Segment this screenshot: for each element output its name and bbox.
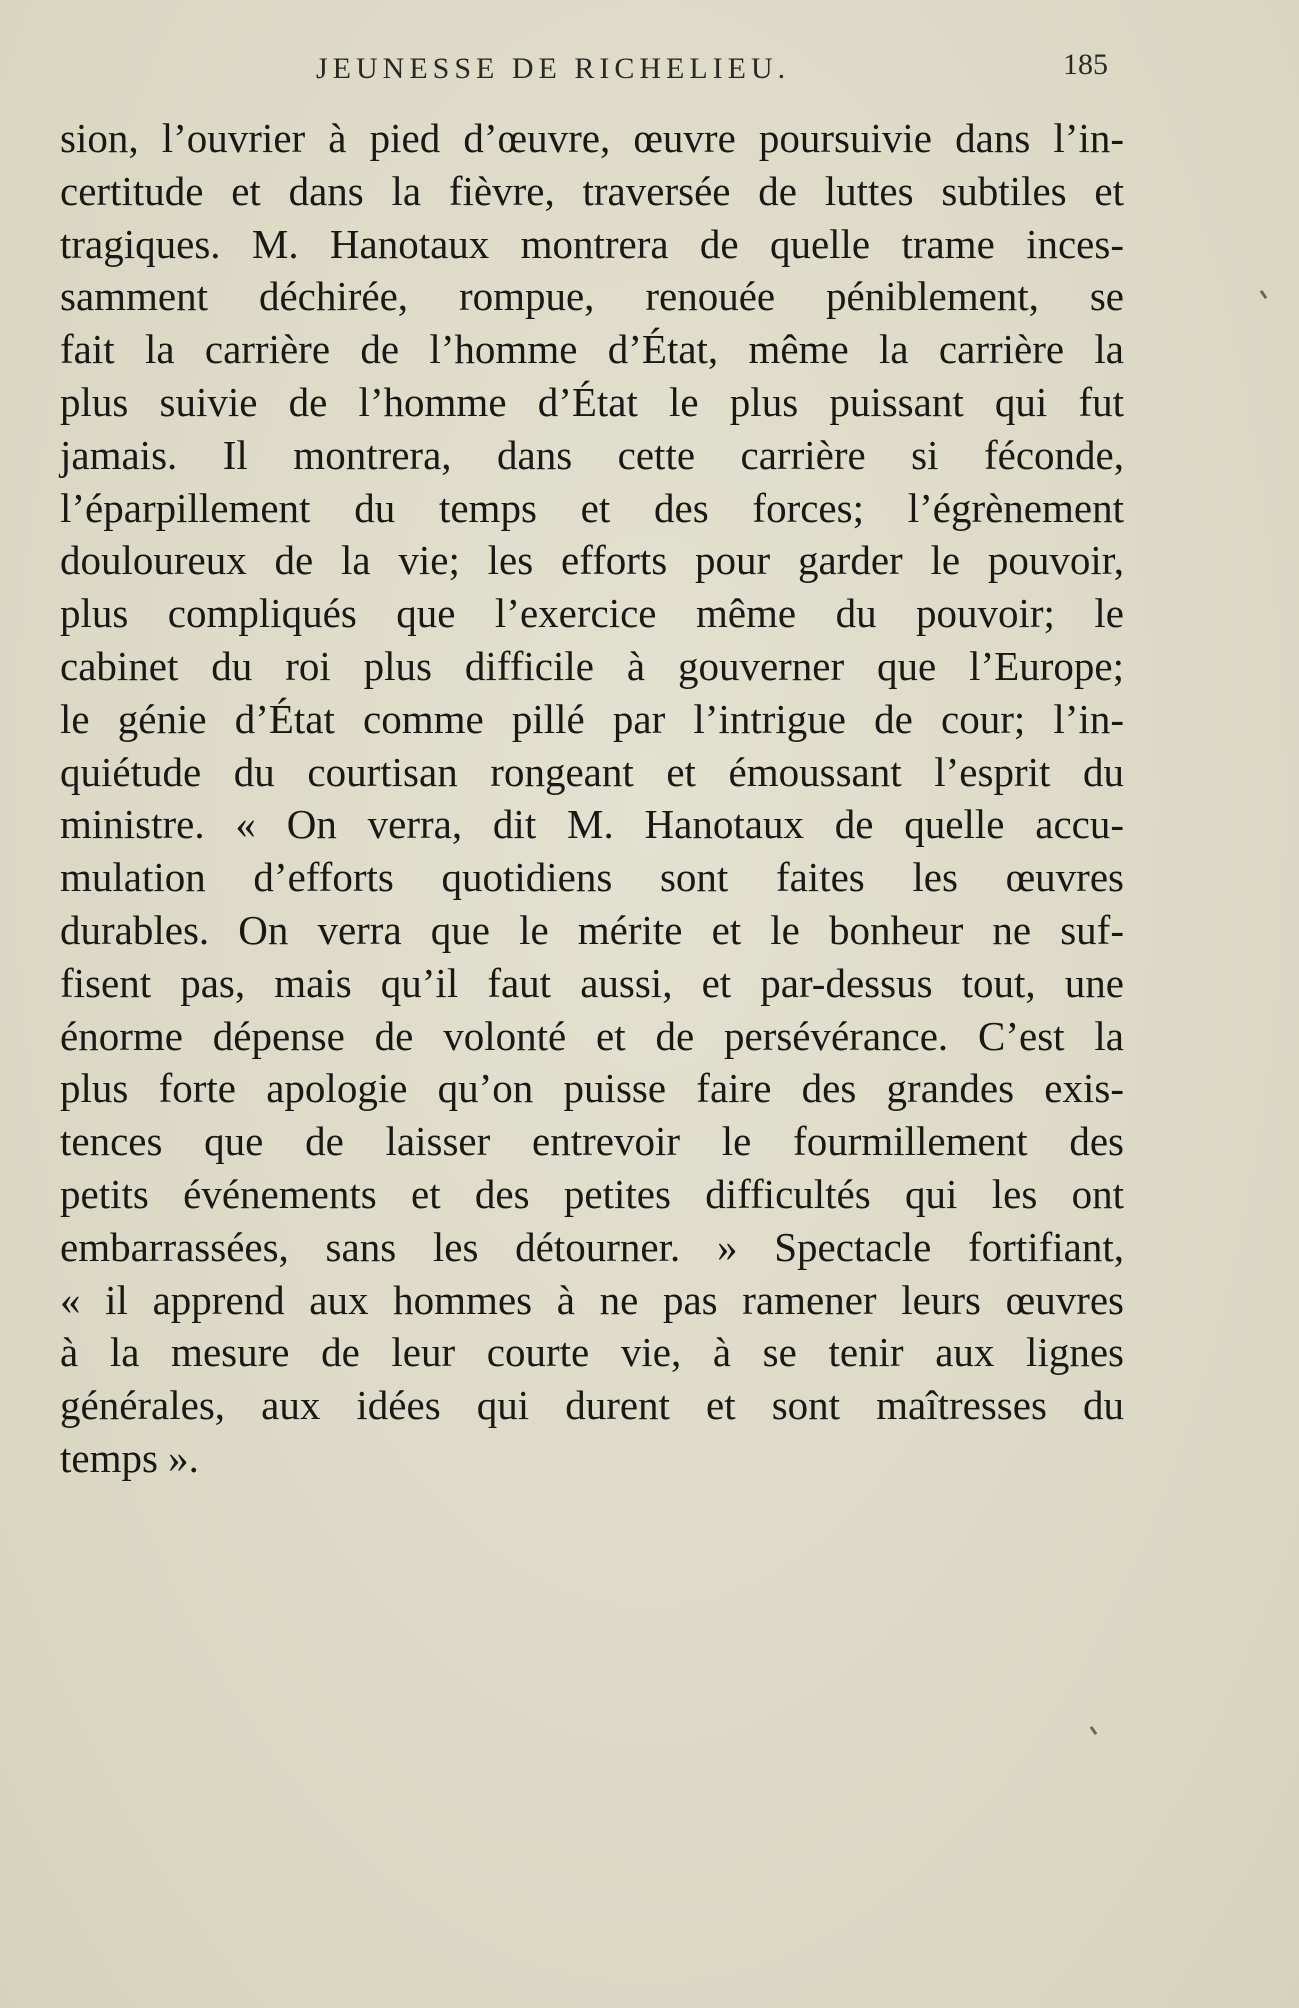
page-number: 185 [1063, 48, 1108, 81]
text-line: générales, aux idées qui durent et sont maîtresses du [60, 1382, 1124, 1429]
text-line: l’éparpillement du temps et des forces; l’égrènement [60, 484, 1124, 531]
text-line: jamais. Il montrera, dans cette carrière si féconde, [60, 431, 1124, 478]
text-line: durables. On verra que le mérite et le bonheur ne suf- [60, 906, 1124, 953]
text-line: plus suivie de l’homme d’État le plus puissant qui fut [60, 378, 1124, 425]
text-line: énorme dépense de volonté et de persévérance. C’est la [60, 1012, 1124, 1059]
text-line: quiétude du courtisan rongeant et émoussant l’esprit du [60, 748, 1124, 795]
text-line: plus forte apologie qu’on puisse faire des grandes exis- [60, 1065, 1124, 1112]
text-line: fait la carrière de l’homme d’État, même la carrière la [60, 326, 1124, 373]
text-line: tragiques. M. Hanotaux montrera de quelle trame inces- [60, 220, 1124, 267]
paper-speck [1090, 1726, 1098, 1735]
text-line: plus compliqués que l’exercice même du pouvoir; le [60, 590, 1124, 637]
text-line: le génie d’État comme pillé par l’intrigue de cour; l’in- [60, 695, 1124, 742]
text-line: samment déchirée, rompue, renouée péniblement, se [60, 273, 1124, 320]
text-line: ministre. « On verra, dit M. Hanotaux de quelle accu- [60, 801, 1124, 848]
text-line: mulation d’efforts quotidiens sont faites les œuvres [60, 854, 1124, 901]
body-text [60, 112, 1124, 1485]
text-line: « il apprend aux hommes à ne pas ramener leurs œuvres [60, 1276, 1124, 1323]
text-line: fisent pas, mais qu’il faut aussi, et par-dessus tout, une [60, 959, 1124, 1006]
text-line: douloureux de la vie; les efforts pour garder le pouvoir, [60, 537, 1124, 584]
text-line: sion, l’ouvrier à pied d’œuvre, œuvre poursuivie dans l’in- [60, 115, 1124, 161]
text-line: temps ». [60, 1434, 199, 1481]
text-line: tences que de laisser entrevoir le fourmillement des [60, 1118, 1124, 1165]
running-head [0, 44, 1299, 90]
text-line: certitude et dans la fièvre, traversée de luttes subtiles et [60, 167, 1124, 214]
text-line: à la mesure de leur courte vie, à se tenir aux lignes [60, 1329, 1124, 1376]
text-line: embarrassées, sans les détourner. » Spectacle fortifiant, [60, 1223, 1124, 1270]
running-title: JEUNESSE DE RICHELIEU. [316, 52, 791, 85]
text-line: petits événements et des petites difficultés qui les ont [60, 1170, 1124, 1217]
text-line: cabinet du roi plus difficile à gouverner que l’Europe; [60, 642, 1124, 689]
paper-speck [1260, 290, 1268, 299]
